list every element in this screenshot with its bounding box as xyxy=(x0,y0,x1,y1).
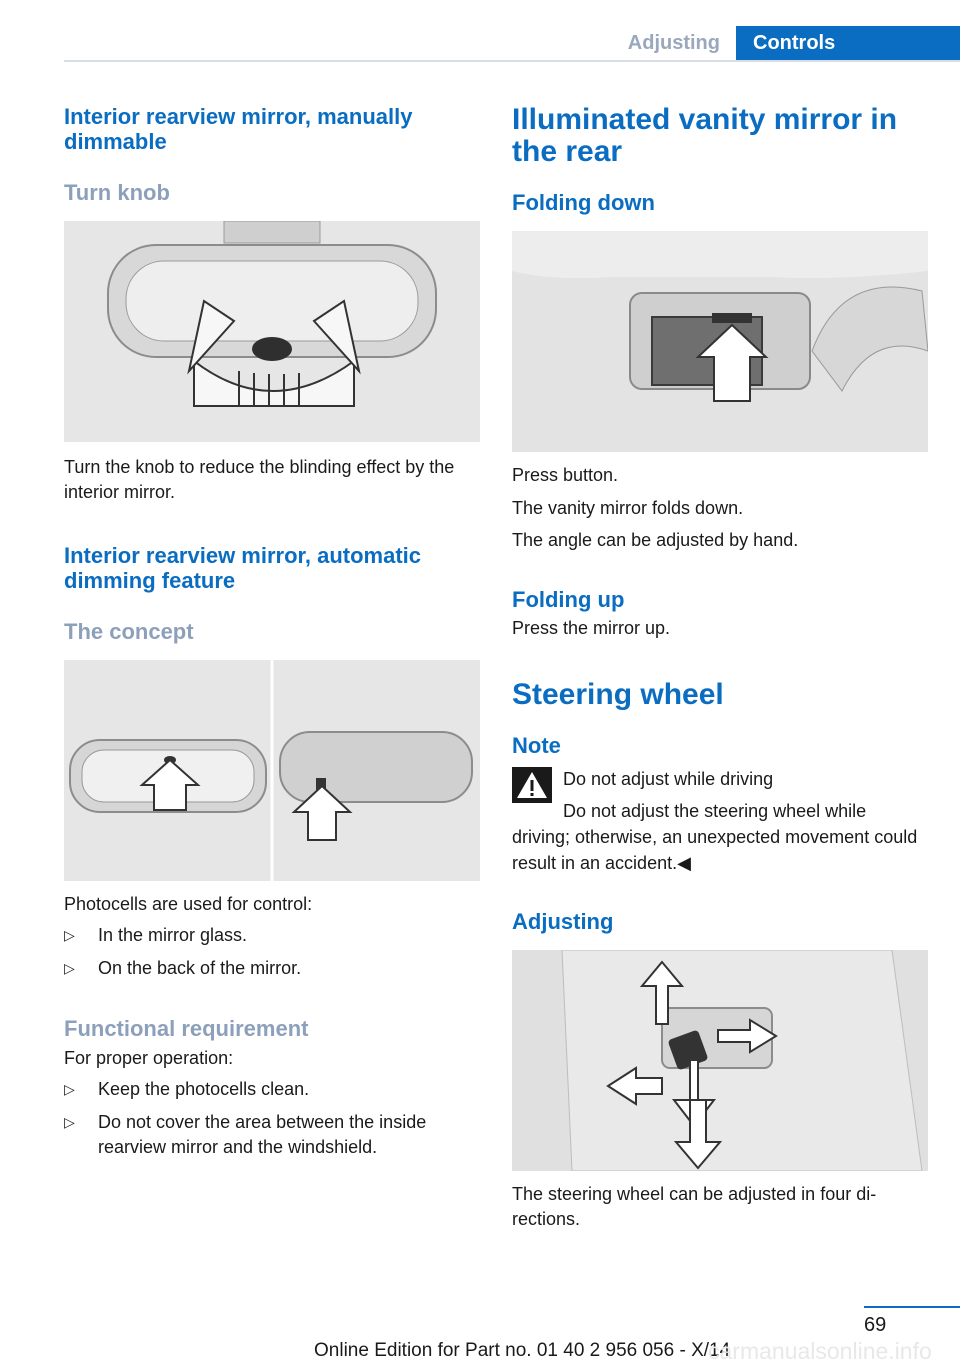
left-column xyxy=(64,104,480,1160)
folding-down-line-2: The vanity mirror folds down. xyxy=(512,498,744,518)
warning-block xyxy=(512,767,928,876)
heading-steering-wheel: Steering wheel xyxy=(512,678,724,711)
subheading-folding-up: Folding up xyxy=(512,587,625,612)
warning-triangle-icon xyxy=(512,767,552,803)
folding-down-line-3: The angle can be adjusted by hand. xyxy=(512,530,799,550)
subheading-note: Note xyxy=(512,733,561,758)
page-number: 69 xyxy=(864,1314,887,1336)
subheading-functional-requirement: Functional requirement xyxy=(64,1016,309,1041)
heading-auto-mirror: Interior rearview mirror, automatic dimming feature xyxy=(64,543,422,593)
list-item: ▷ Keep the photocells clean. xyxy=(64,1077,480,1102)
list-item: ▷ In the mirror glass. xyxy=(64,923,480,948)
bullet-triangle-icon: ▷ xyxy=(64,927,75,943)
figure-steering-adjust xyxy=(512,950,928,1171)
figure-vanity-mirror xyxy=(512,231,928,452)
list-item: ▷ Do not cover the area between the inside rearview mirror and the windshield. xyxy=(64,1112,427,1157)
bullet-triangle-icon: ▷ xyxy=(64,1081,75,1097)
header-section-label: Adjusting xyxy=(627,32,720,54)
header-chapter-tab: Controls xyxy=(736,26,960,62)
turn-knob-text: Turn the knob to reduce the blinding effect by the interior mirror. xyxy=(64,457,455,502)
edition-footer: Online Edition for Part no. 01 40 2 956 056 - X/14 xyxy=(314,1340,731,1361)
functional-list xyxy=(64,1077,480,1160)
bullet-triangle-icon: ▷ xyxy=(64,960,75,976)
subheading-adjusting: Adjusting xyxy=(512,909,614,934)
heading-manual-mirror: Interior rearview mirror, manually dimmable xyxy=(64,104,413,154)
heading-vanity-mirror: Illuminated vanity mirror in the rear xyxy=(512,103,898,168)
subheading-concept: The concept xyxy=(64,619,194,644)
adjusting-text: The steering wheel can be adjusted in four di‐rections. xyxy=(512,1184,877,1229)
subheading-turn-knob: Turn knob xyxy=(64,180,170,205)
figure-turn-knob xyxy=(64,221,480,442)
functional-intro: For proper operation: xyxy=(64,1048,234,1068)
folding-down-line-1: Press button. xyxy=(512,465,619,485)
right-column xyxy=(512,104,928,1232)
photocells-list xyxy=(64,923,480,981)
figure-photocells xyxy=(64,660,480,881)
warning-text: Do not adjust the steering wheel while driving; otherwise, an unexpected movement could result in an accident.◀ xyxy=(512,801,918,873)
warning-title: Do not adjust while driving xyxy=(563,769,774,789)
folding-up-text: Press the mirror up. xyxy=(512,618,671,638)
photocells-intro: Photocells are used for control: xyxy=(64,894,313,914)
list-item: ▷ On the back of the mirror. xyxy=(64,956,480,981)
watermark: carmanualsonline.info xyxy=(708,1338,932,1364)
subheading-folding-down: Folding down xyxy=(512,190,655,215)
footer-rule xyxy=(864,1306,960,1308)
bullet-triangle-icon: ▷ xyxy=(64,1114,75,1130)
header-rule xyxy=(64,60,960,62)
